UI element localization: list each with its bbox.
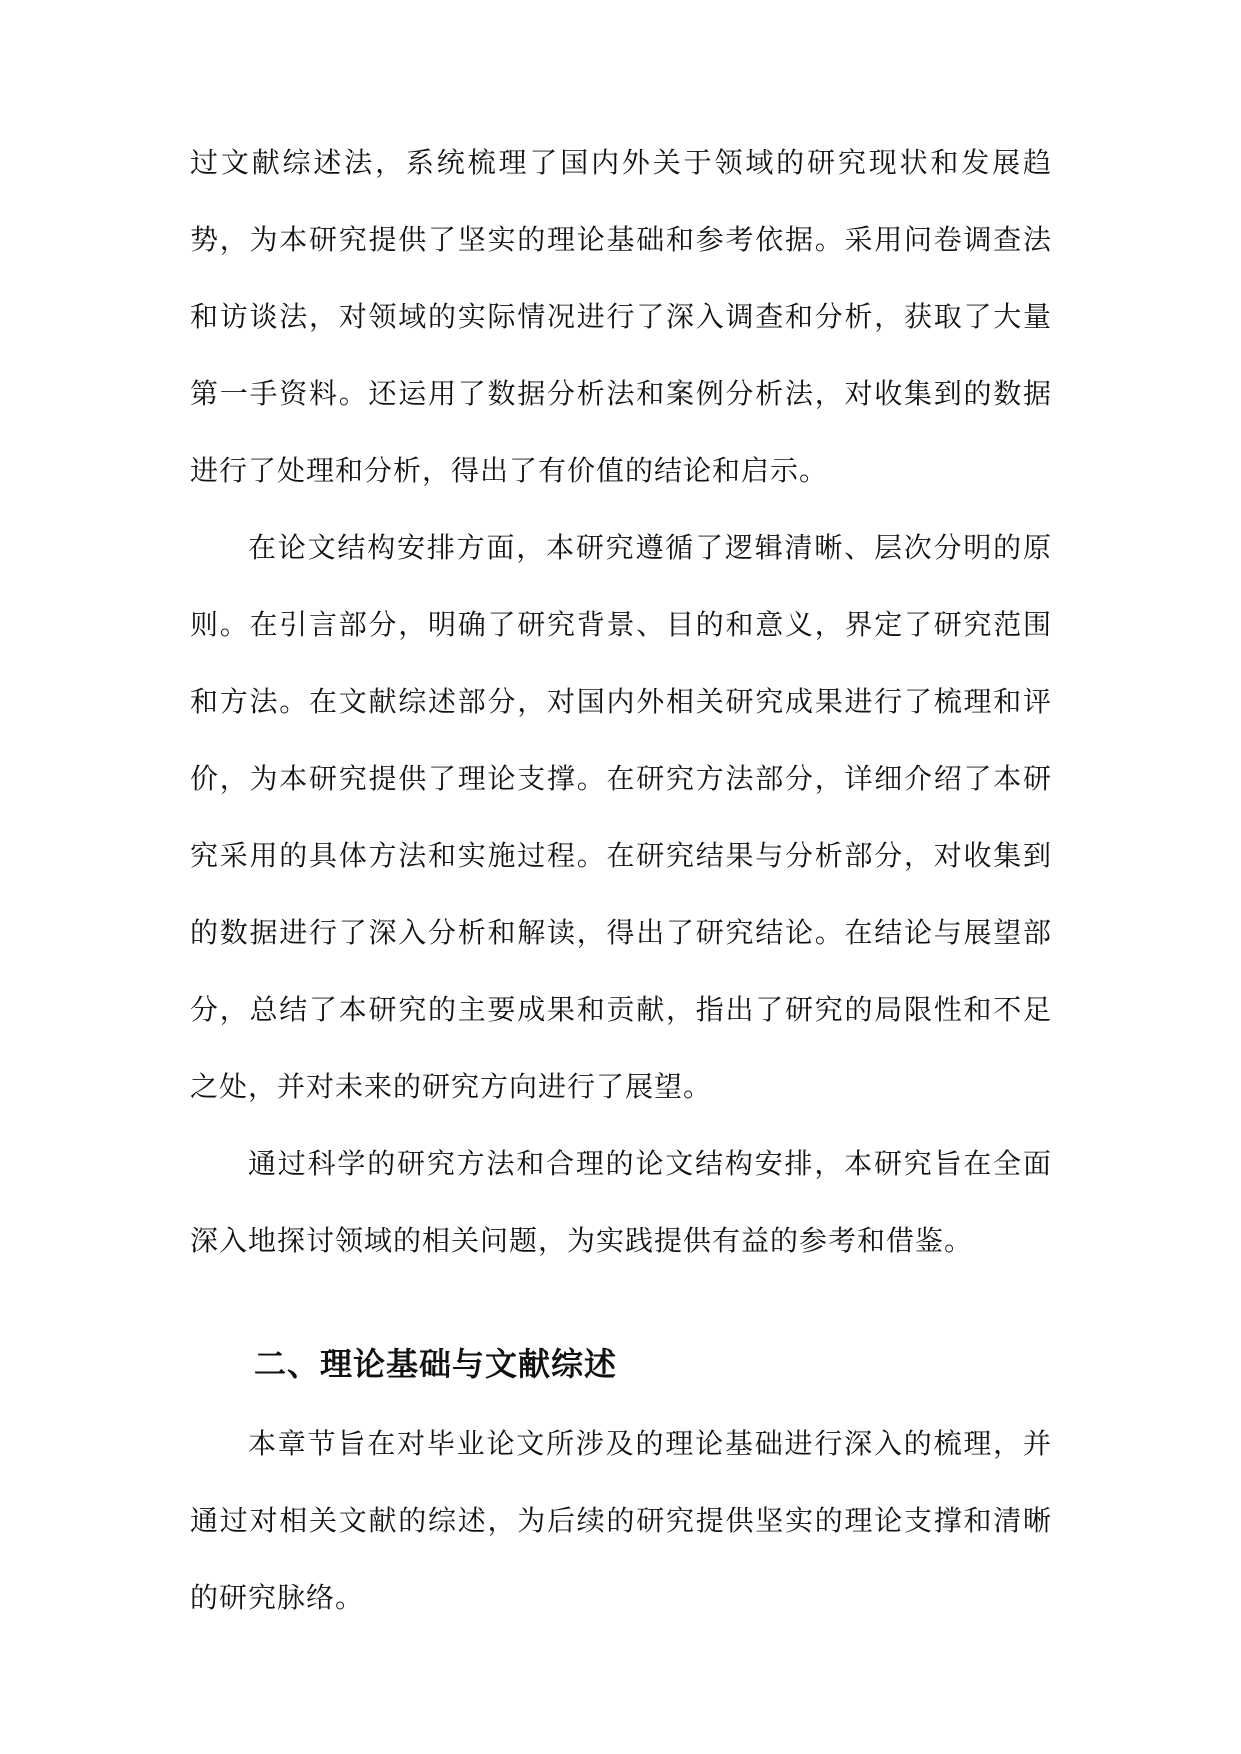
section-heading: 二、理论基础与文献综述 — [254, 1345, 618, 1383]
body-paragraph: 在论文结构安排方面，本研究遵循了逻辑清晰、层次分明的原则。在引言部分，明确了研究背景、目的和意义，界定了研究范围和方法。在文献综述部分，对国内外相关研究成果进行了梳理和评价，为本研究提供了理论支撑。在研究方法部分，详细介绍了本研究采用的具体方法和实施过程。在研究结果与分析部分，对收集到的数据进行了深入分析和解读，得出了研究结论。在结论与展望部分，总结了本研究的主要成果和贡献，指出了研究的局限性和不足之处，并对未来的研究方向进行了展望。 — [190, 531, 1052, 1103]
body-paragraph: 过文献综述法，系统梳理了国内外关于领域的研究现状和发展趋势，为本研究提供了坚实的理论基础和参考依据。采用问卷调查法和访谈法，对领域的实际情况进行了深入调查和分析，获取了大量第一手资料。还运用了数据分析法和案例分析法，对收集到的数据进行了处理和分析，得出了有价值的结论和启示。 — [190, 146, 1052, 487]
body-paragraph: 通过科学的研究方法和合理的论文结构安排，本研究旨在全面深入地探讨领域的相关问题，为实践提供有益的参考和借鉴。 — [190, 1147, 1052, 1257]
document-page — [190, 124, 1052, 1636]
body-paragraph: 本章节旨在对毕业论文所涉及的理论基础进行深入的梳理，并通过对相关文献的综述，为后续的研究提供坚实的理论支撑和清晰的研究脉络。 — [190, 1427, 1052, 1614]
